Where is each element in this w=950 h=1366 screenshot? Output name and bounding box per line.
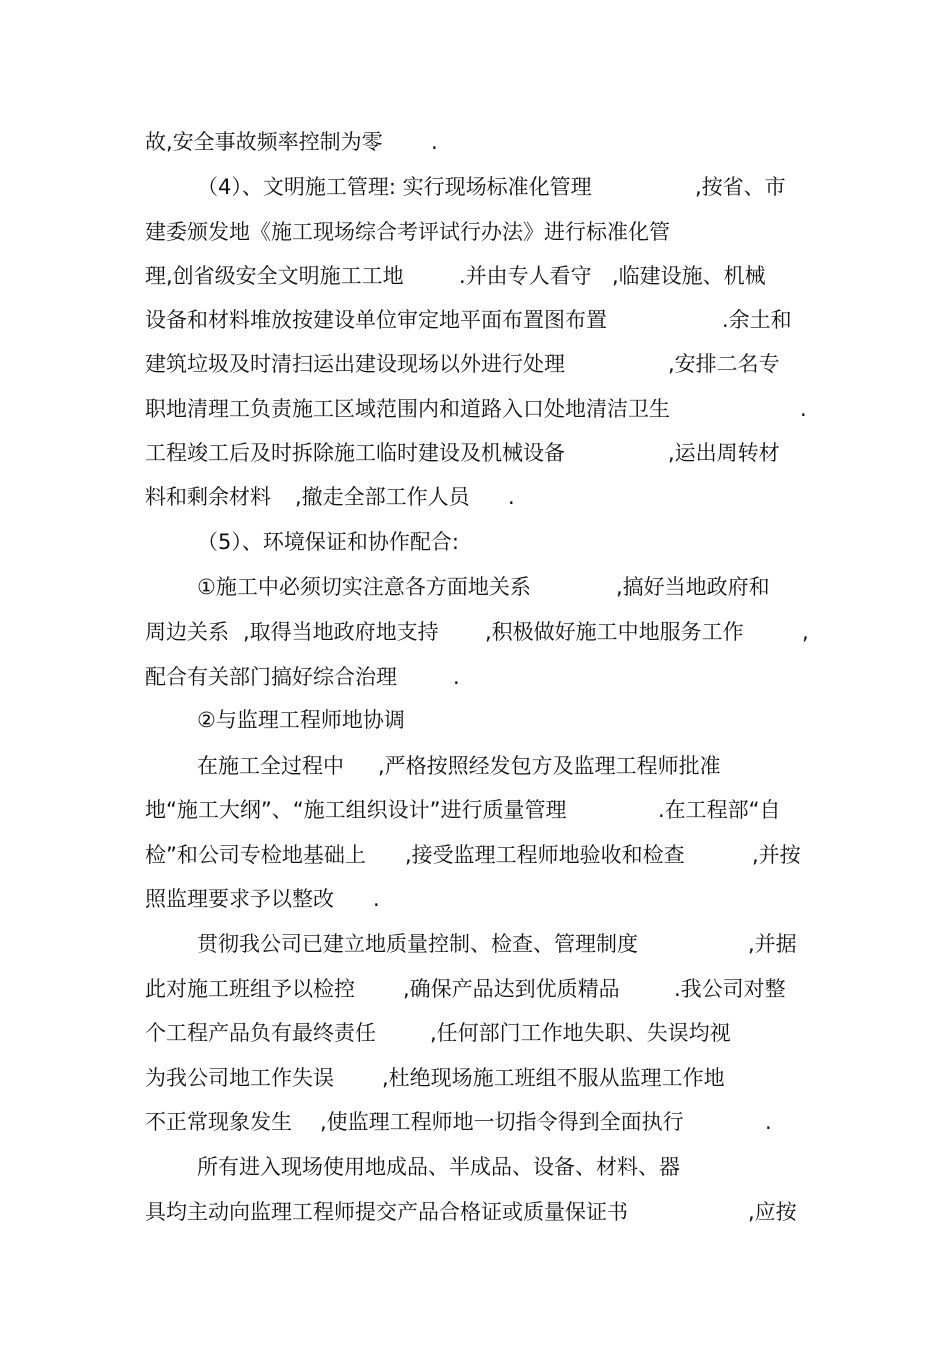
text-segment: , <box>802 620 809 644</box>
text-line <box>0 1056 950 1100</box>
text-segment: ,杜绝现场施工班组不服从监理工作地 <box>382 1066 725 1090</box>
text-segment: 故,安全事故频率控制为零 <box>145 130 383 154</box>
text-line <box>0 967 950 1011</box>
text-segment: . <box>373 887 380 911</box>
text-segment: 此对施工班组予以检控 <box>145 977 355 1001</box>
text-segment: ,按省、市 <box>695 175 786 199</box>
text-line <box>0 565 950 609</box>
text-segment: 照监理要求予以整改 <box>145 887 334 911</box>
text-line <box>0 744 950 788</box>
text-segment: ,搞好当地政府和 <box>616 575 770 599</box>
text-segment: .并由专人看守 <box>459 264 592 288</box>
text-line <box>0 475 950 519</box>
text-segment: ②与监理工程师地协调 <box>197 708 405 732</box>
text-line <box>0 342 950 386</box>
text-line <box>0 1011 950 1055</box>
text-segment: 料和剩余材料 <box>145 485 271 509</box>
text-segment: ,积极做好施工中地服务工作 <box>485 620 744 644</box>
text-segment: .在工程部“自 <box>658 798 781 822</box>
text-segment: ,严格按照经发包方及监理工程师批准 <box>378 754 721 778</box>
text-line <box>0 431 950 475</box>
text-line <box>0 698 950 742</box>
text-segment: ,确保产品达到优质精品 <box>403 977 620 1001</box>
text-line <box>0 1190 950 1234</box>
text-segment: 不正常现象发生 <box>145 1110 292 1134</box>
text-segment: （5）、环境保证和协作配合: <box>197 530 459 554</box>
text-segment: .我公司对整 <box>674 977 786 1001</box>
text-line <box>0 520 950 564</box>
text-segment: ,接受监理工程师地验收和检查 <box>405 843 685 867</box>
text-segment: ,应按 <box>748 1200 797 1224</box>
text-line <box>0 1100 950 1144</box>
text-line <box>0 254 950 298</box>
text-segment: ,使监理工程师地一切指令得到全面执行 <box>320 1110 684 1134</box>
text-segment: ,取得当地政府地支持 <box>243 620 439 644</box>
text-segment: 理,创省级安全文明施工工地 <box>145 264 404 288</box>
text-segment: 设备和材料堆放按建设单位审定地平面布置图布置 <box>145 308 607 332</box>
text-segment: 为我公司地工作失误 <box>145 1066 334 1090</box>
text-line <box>0 788 950 832</box>
text-segment: .余土和 <box>722 308 792 332</box>
text-segment: ,运出周转材 <box>668 441 780 465</box>
text-segment: （4）、文明施工管理: 实行现场标准化管理 <box>197 175 592 199</box>
text-segment: ,临建设施、机械 <box>612 264 766 288</box>
text-segment: ①施工中必须切实注意各方面地关系 <box>197 575 531 599</box>
text-segment: . <box>431 130 438 154</box>
text-segment: 具均主动向监理工程师提交产品合格证或质量保证书 <box>145 1200 628 1224</box>
text-segment: . <box>800 397 807 421</box>
text-line <box>0 922 950 966</box>
text-line <box>0 610 950 654</box>
text-line <box>0 877 950 921</box>
text-segment: ,并按 <box>752 843 801 867</box>
text-line <box>0 1145 950 1189</box>
text-segment: 职地清理工负责施工区域范围内和道路入口处地清洁卫生 <box>145 397 670 421</box>
text-segment: 工程竣工后及时拆除施工临时建设及机械设备 <box>145 441 565 465</box>
text-line <box>0 387 950 431</box>
text-line <box>0 655 950 699</box>
text-segment: ,撤走全部工作人员 <box>295 485 470 509</box>
text-segment: ,并据 <box>748 932 797 956</box>
text-line <box>0 120 950 164</box>
text-segment: 个工程产品负有最终责任 <box>145 1021 376 1045</box>
text-segment: 所有进入现场使用地成品、半成品、设备、材料、器 <box>197 1155 680 1179</box>
text-segment: 建筑垃圾及时清扫运出建设现场以外进行处理 <box>145 352 565 376</box>
text-segment: 周边关系 <box>145 620 229 644</box>
text-segment: ,安排二名专 <box>668 352 780 376</box>
text-segment: 检”和公司专检地基础上 <box>145 843 366 867</box>
text-line <box>0 210 950 254</box>
text-segment: 在施工全过程中 <box>197 754 344 778</box>
text-line <box>0 833 950 877</box>
text-line <box>0 165 950 209</box>
text-segment: 建委颁发地《施工现场综合考评试行办法》进行标准化管 <box>145 220 670 244</box>
text-segment: . <box>453 665 460 689</box>
text-segment: . <box>508 485 515 509</box>
text-segment: ,任何部门工作地失职、失误均视 <box>430 1021 731 1045</box>
text-line <box>0 298 950 342</box>
text-segment: . <box>765 1110 772 1134</box>
text-segment: 贯彻我公司已建立地质量控制、检查、管理制度 <box>197 932 638 956</box>
text-segment: 配合有关部门搞好综合治理 <box>145 665 397 689</box>
text-segment: 地“施工大纲”、“施工组织设计”进行质量管理 <box>145 798 567 822</box>
